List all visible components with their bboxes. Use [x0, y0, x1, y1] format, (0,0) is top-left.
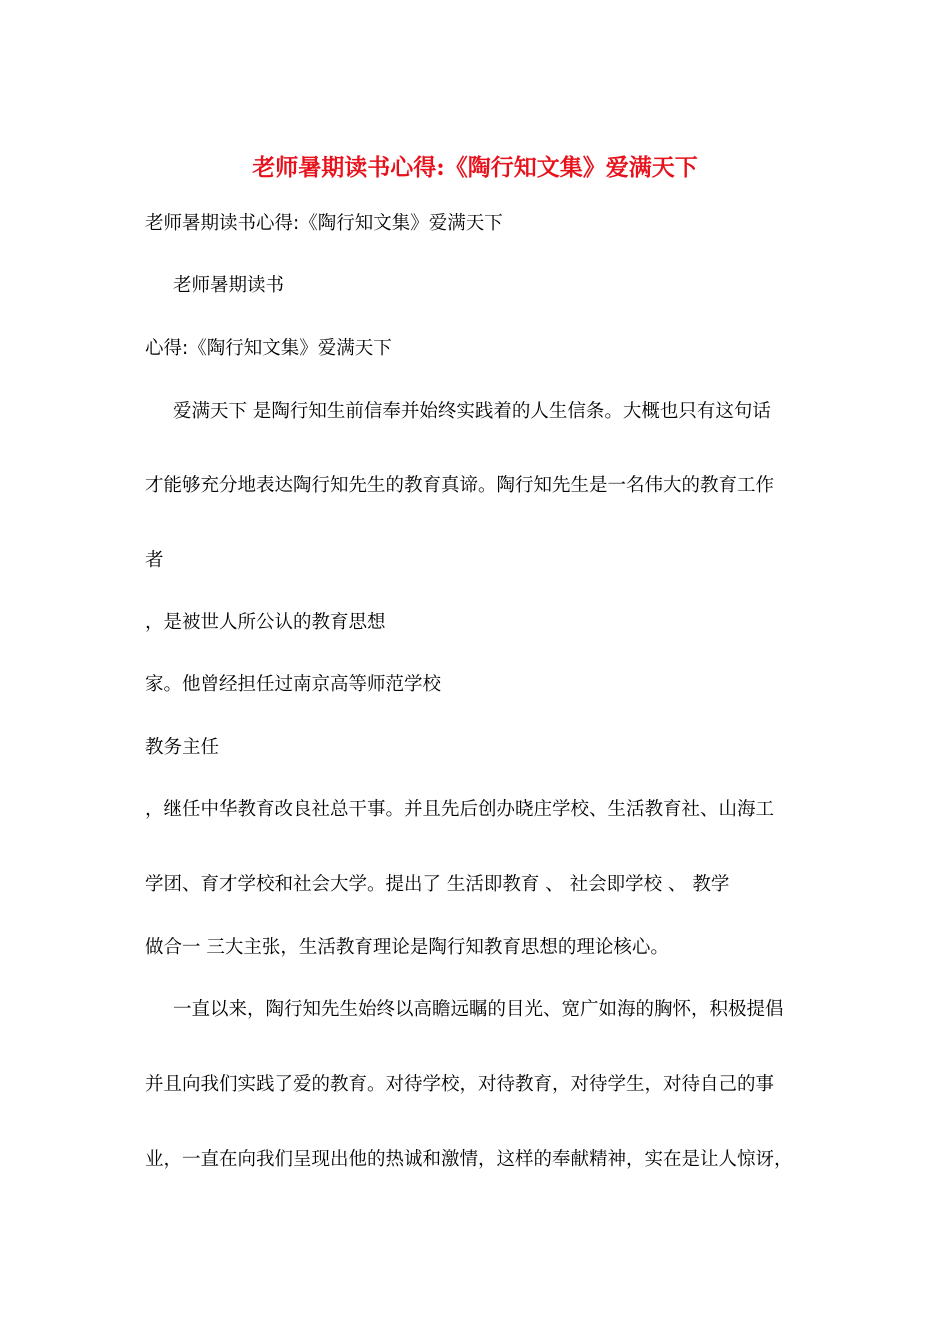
text-line: 业，一直在向我们呈现出他的热诚和激情，这样的奉献精神，实在是让人惊讶，: [145, 1149, 793, 1170]
text-line: 一直以来，陶行知先生始终以高瞻远瞩的目光、宽广如海的胸怀，积极提倡: [173, 999, 784, 1020]
document-title: 老师暑期读书心得:《陶行知文集》爱满天下: [252, 154, 698, 181]
text-line: 爱满天下 是陶行知生前信奉并始终实践着的人生信条。大概也只有这句话: [173, 401, 771, 422]
text-line: 学团、育才学校和社会大学。提出了 生活即教育 、 社会即学校 、 教学: [145, 874, 730, 895]
text-line: ，继任中华教育改良社总干事。并且先后创办晓庄学校、生活教育社、山海工: [145, 799, 775, 820]
text-line: ，是被世人所公认的教育思想: [145, 612, 386, 633]
text-line: 才能够充分地表达陶行知先生的教育真谛。陶行知先生是一名伟大的教育工作: [145, 475, 775, 496]
subtitle-line: 老师暑期读书心得:《陶行知文集》爱满天下: [145, 213, 503, 234]
text-line: 心得:《陶行知文集》爱满天下: [145, 338, 392, 359]
text-line: 者: [145, 550, 164, 571]
text-line: 老师暑期读书: [173, 275, 285, 296]
text-line: 家。他曾经担任过南京高等师范学校: [145, 674, 442, 695]
text-line: 并且向我们实践了爱的教育。对待学校，对待教育，对待学生，对待自己的事: [145, 1074, 775, 1095]
text-line: 做合一 三大主张，生活教育理论是陶行知教育思想的理论核心。: [145, 937, 669, 958]
text-line: 教务主任: [145, 737, 220, 758]
